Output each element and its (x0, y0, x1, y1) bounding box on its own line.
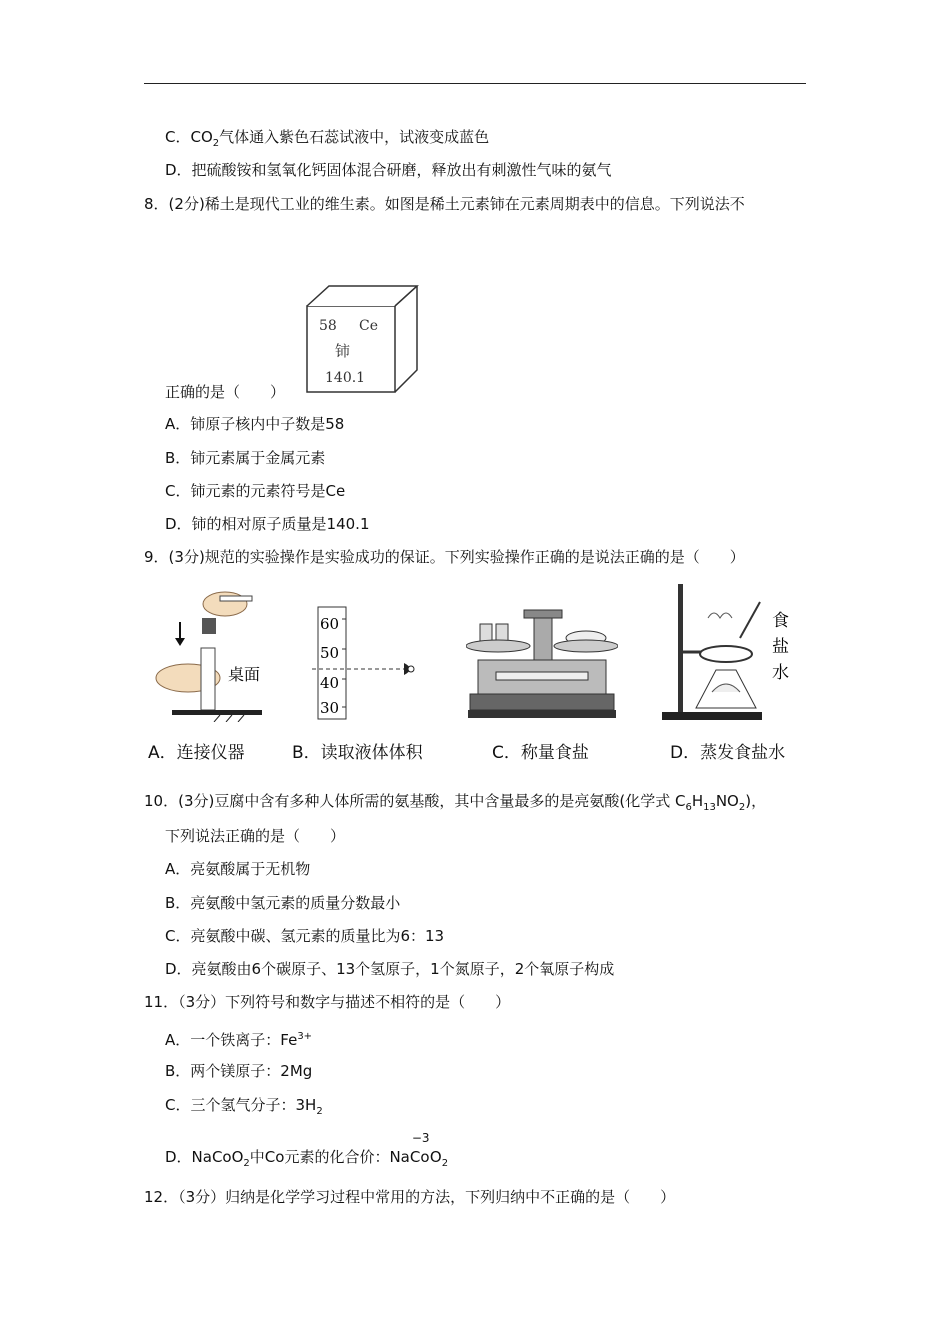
q11-stem: 11．（3分）下列符号和数字与描述不相符的是（ ） (144, 993, 511, 1011)
q11-option-b: B．两个镁原子：2Mg (165, 1062, 313, 1080)
q9-stem: 9．(3分)规范的实验操作是实验成功的保证。下列实验操作正确的是说法正确的是（ ） (144, 548, 745, 566)
fig-d-evaporate (660, 582, 800, 722)
q8-stem: 8．(2分)稀土是现代工业的维生素。如图是稀土元素铈在元素周期表中的信息。下列说法不 (144, 195, 745, 213)
salt-water-label-2: 盐 (772, 637, 789, 657)
q8-stem-2: 正确的是（ ） (165, 383, 286, 401)
element-name: 铈 (335, 342, 351, 360)
fig-d-caption: D．蒸发食盐水 (670, 743, 786, 763)
q10-option-a: A．亮氨酸属于无机物 (165, 860, 311, 878)
fig-b-read-volume (312, 605, 432, 723)
header-rule (144, 83, 806, 84)
tick-50: 50 (320, 644, 340, 662)
q10-option-c: C．亮氨酸中碳、氢元素的质量比为6：13 (165, 927, 445, 945)
q10-stem: 10．(3分)豆腐中含有多种人体所需的氨基酸，其中含量最多的是亮氨酸(化学式 $C_6H_{13}NO_2$)， (144, 792, 767, 813)
q10-option-d: D．亮氨酸由6个碳原子、13个氢原子，1个氮原子，2个氧原子构成 (165, 960, 615, 978)
q8-option-a: A．铈原子核内中子数是58 (165, 415, 345, 433)
prev-option-d: D．把硫酸铵和氢氧化钙固体混合研磨，释放出有刺激性气味的氨气 (165, 161, 612, 179)
fig-a-connect-instruments (150, 582, 270, 722)
tick-30: 30 (320, 699, 340, 717)
fig-c-weigh-salt (466, 598, 618, 724)
salt-water-label-3: 水 (772, 663, 789, 683)
atomic-mass: 140.1 (325, 370, 366, 386)
q11-option-a: A．一个铁离子：$Fe^{3+}$ (165, 1031, 313, 1049)
fig-c-caption: C．称量食盐 (492, 743, 589, 763)
valence-value: −3 (411, 1131, 430, 1145)
q8-option-b: B．铈元素属于金属元素 (165, 449, 326, 467)
fig-b-caption: B．读取液体体积 (292, 743, 423, 763)
q10-option-b: B．亮氨酸中氢元素的质量分数最小 (165, 894, 401, 912)
fig-a-caption: A．连接仪器 (148, 743, 245, 763)
cerium-element-cell (305, 284, 421, 396)
q8-option-c: C．铈元素的元素符号是Ce (165, 482, 346, 500)
salt-water-label-1: 食 (772, 611, 789, 631)
tick-40: 40 (320, 674, 340, 692)
prev-option-c: C．$CO_2$气体通入紫色石蕊试液中，试液变成蓝色 (165, 128, 490, 149)
tick-60: 60 (320, 615, 340, 633)
q11-option-d: D．NaCoO$_2$中Co元素的化合价：Na −3 Co $O_2$ (165, 1142, 448, 1174)
q8-option-d: D．铈的相对原子质量是140.1 (165, 515, 370, 533)
q11-option-c: C．三个氢气分子：$3H_2$ (165, 1096, 323, 1117)
element-symbol: Ce (359, 318, 378, 334)
atomic-number: 58 (319, 318, 337, 334)
q10-stem-2: 下列说法正确的是（ ） (165, 827, 346, 845)
desk-label: 桌面 (228, 665, 261, 684)
valence-element: Co (409, 1148, 430, 1166)
q12-stem: 12．（3分）归纳是化学学习过程中常用的方法，下列归纳中不正确的是（ ） (144, 1188, 676, 1206)
